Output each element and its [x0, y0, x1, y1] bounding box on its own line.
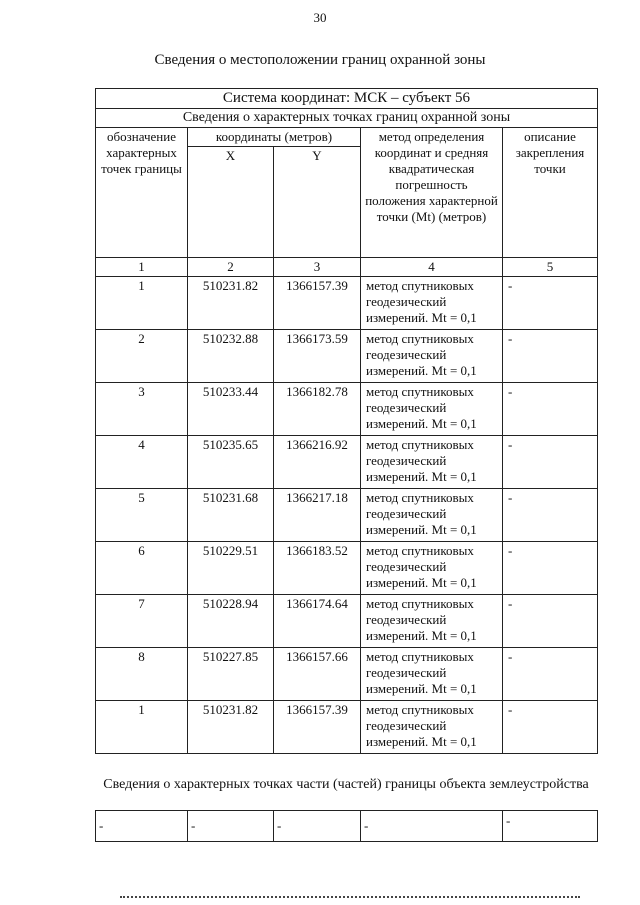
boundary-points-table [95, 88, 598, 754]
fixing-description: - [503, 330, 598, 383]
coordinate-y: 1366173.59 [274, 330, 361, 383]
table-row [96, 489, 598, 542]
coordinate-x: 510231.68 [188, 489, 274, 542]
coordinate-y: 1366157.39 [274, 277, 361, 330]
method-description: метод спутниковых геодезический измерений. Mt = 0,1 [361, 701, 503, 754]
method-description: метод спутниковых геодезический измерений. Mt = 0,1 [361, 542, 503, 595]
coordinate-y: 1366157.39 [274, 701, 361, 754]
point-designation: 1 [96, 277, 188, 330]
point-designation: 1 [96, 701, 188, 754]
coordinate-y: 1366157.66 [274, 648, 361, 701]
point-designation: 8 [96, 648, 188, 701]
table-row [96, 648, 598, 701]
page-number: 30 [313, 10, 327, 25]
point-designation: 4 [96, 436, 188, 489]
column-designation-header: обозначение характерных точек границы [96, 128, 188, 258]
column-coordinates-header: координаты (метров) [188, 128, 361, 147]
document-title: Сведения о местоположении границ охранной зоны [154, 52, 486, 68]
coordinate-x: 510232.88 [188, 330, 274, 383]
table-row [96, 542, 598, 595]
column-number: 1 [96, 258, 188, 277]
parts-cell: - [188, 811, 274, 842]
table-row [96, 701, 598, 754]
points-header: Сведения о характерных точках границ охранной зоны [96, 109, 598, 128]
parts-cell: - [361, 811, 503, 842]
column-x-header: X [188, 147, 274, 258]
coordinate-x: 510227.85 [188, 648, 274, 701]
method-description: метод спутниковых геодезический измерений. Mt = 0,1 [361, 436, 503, 489]
fixing-description: - [503, 701, 598, 754]
coordinate-x: 510231.82 [188, 277, 274, 330]
table-row [96, 436, 598, 489]
table-row [96, 595, 598, 648]
point-designation: 3 [96, 383, 188, 436]
table-row [96, 383, 598, 436]
coordinate-x: 510235.65 [188, 436, 274, 489]
column-number: 4 [361, 258, 503, 277]
fixing-description: - [503, 595, 598, 648]
method-description: метод спутниковых геодезический измерений. Mt = 0,1 [361, 277, 503, 330]
column-number: 5 [503, 258, 598, 277]
method-description: метод спутниковых геодезический измерений. Mt = 0,1 [361, 330, 503, 383]
table-row [96, 811, 598, 842]
coordinate-x: 510231.82 [188, 701, 274, 754]
fixing-description: - [503, 648, 598, 701]
parts-section-title: Сведения о характерных точках части (частей) границы объекта землеустройства [103, 777, 589, 792]
fixing-description: - [503, 436, 598, 489]
coordinate-x: 510228.94 [188, 595, 274, 648]
fixing-description: - [503, 489, 598, 542]
column-numbers-row [96, 258, 598, 277]
coordinate-y: 1366182.78 [274, 383, 361, 436]
method-description: метод спутниковых геодезический измерений. Mt = 0,1 [361, 383, 503, 436]
coordinate-y: 1366183.52 [274, 542, 361, 595]
parts-table [95, 810, 598, 842]
method-description: метод спутниковых геодезический измерений. Mt = 0,1 [361, 595, 503, 648]
coordinate-system-header: Система координат: МСК – субъект 56 [96, 89, 598, 109]
coordinate-x: 510229.51 [188, 542, 274, 595]
point-designation: 7 [96, 595, 188, 648]
table-row [96, 330, 598, 383]
point-designation: 6 [96, 542, 188, 595]
method-description: метод спутниковых геодезический измерений. Mt = 0,1 [361, 648, 503, 701]
coordinate-y: 1366174.64 [274, 595, 361, 648]
coordinate-y: 1366216.92 [274, 436, 361, 489]
fixing-description: - [503, 277, 598, 330]
column-number: 3 [274, 258, 361, 277]
point-designation: 2 [96, 330, 188, 383]
column-number: 2 [188, 258, 274, 277]
fixing-description: - [503, 383, 598, 436]
parts-cell: - [503, 811, 598, 842]
parts-cell: - [96, 811, 188, 842]
coordinate-x: 510233.44 [188, 383, 274, 436]
point-designation: 5 [96, 489, 188, 542]
column-fixing-header: описание закрепления точки [503, 128, 598, 258]
table-row [96, 277, 598, 330]
bottom-scan-artifact [120, 896, 580, 901]
column-method-header: метод определения координат и средняя квадратическая погрешность положения характерной точки (Mt) (метров) [361, 128, 503, 258]
parts-cell: - [274, 811, 361, 842]
method-description: метод спутниковых геодезический измерений. Mt = 0,1 [361, 489, 503, 542]
coordinate-y: 1366217.18 [274, 489, 361, 542]
fixing-description: - [503, 542, 598, 595]
column-y-header: Y [274, 147, 361, 258]
